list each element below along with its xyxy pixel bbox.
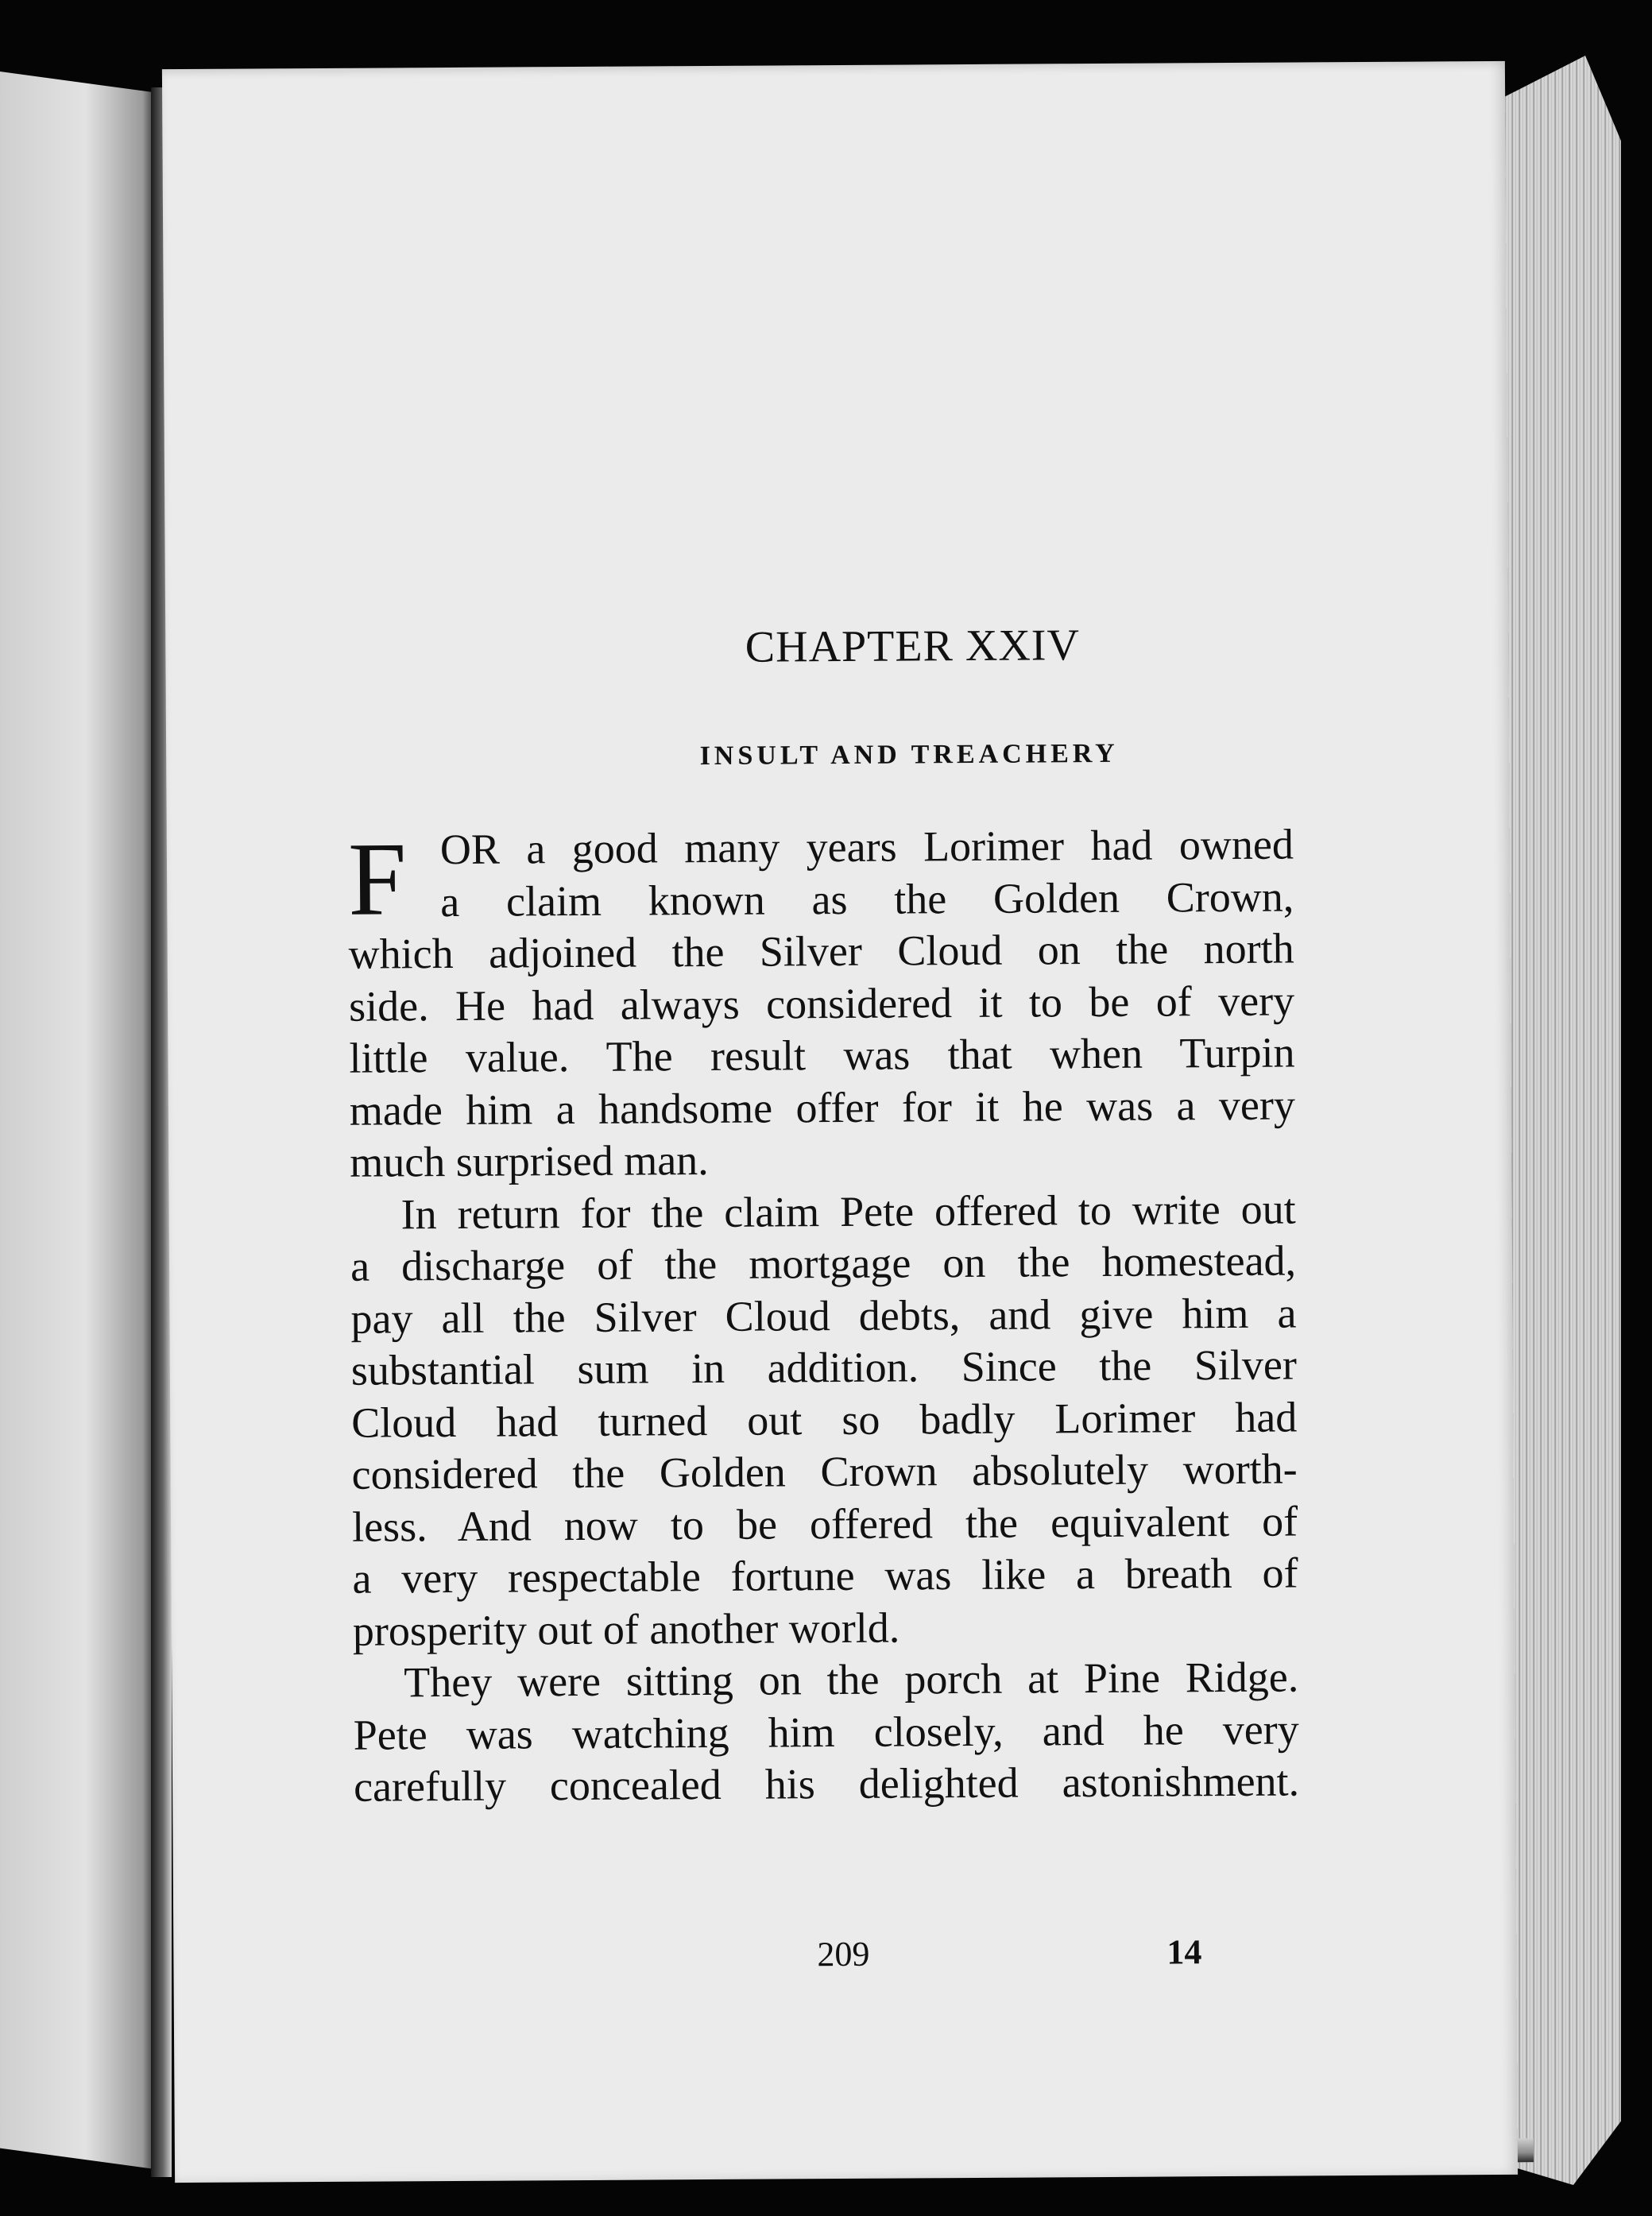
- text-line: a very respectable fortune was like a breath of: [352, 1549, 1298, 1603]
- text-line: substantial sum in addition. Since the Silver: [350, 1340, 1298, 1394]
- drop-cap: F: [347, 820, 407, 938]
- text-line: Cloud had turned out so badly Lorimer had: [351, 1392, 1298, 1447]
- page-number: 209: [817, 1934, 870, 1974]
- page-stack-edge: [1502, 56, 1621, 2185]
- body-text: [348, 819, 1300, 1814]
- text-line: made him a handsome offer for it he was a very: [349, 1081, 1296, 1135]
- text-line: In return for the claim Pete offered to write out: [400, 1184, 1296, 1238]
- text-line: little value. The result was that when Turpin: [349, 1028, 1295, 1082]
- text-line: carefully concealed his delighted astonishment.: [353, 1757, 1300, 1811]
- text-line: much surprised man.: [350, 1136, 709, 1186]
- text-line: OR a good many years Lorimer had owned: [439, 820, 1294, 874]
- text-line: which adjoined the Silver Cloud on the north: [348, 924, 1294, 978]
- chapter-title: CHAPTER XXIV: [745, 621, 1081, 672]
- text-line: considered the Golden Crown absolutely worth-: [351, 1444, 1298, 1499]
- text-line: prosperity out of another world.: [352, 1603, 900, 1655]
- text-line: They were sitting on the porch at Pine Ridge.: [404, 1653, 1299, 1707]
- text-line: less. And now to be offered the equivalent of: [351, 1496, 1298, 1551]
- text-line: a discharge of the mortgage on the homestead,: [350, 1236, 1297, 1290]
- text-line: side. He had always considered it to be of very: [348, 977, 1295, 1031]
- facing-page-edge: [0, 72, 155, 2169]
- text-line: Pete was watching him closely, and he very: [353, 1704, 1299, 1759]
- text-line: a claim known as the Golden Crown,: [440, 872, 1294, 926]
- text-line: pay all the Silver Cloud debts, and give him a: [350, 1288, 1297, 1343]
- chapter-subtitle: INSULT AND TREACHERY: [699, 738, 1119, 772]
- signature-mark: 14: [1166, 1932, 1202, 1972]
- book-page: [162, 61, 1518, 2183]
